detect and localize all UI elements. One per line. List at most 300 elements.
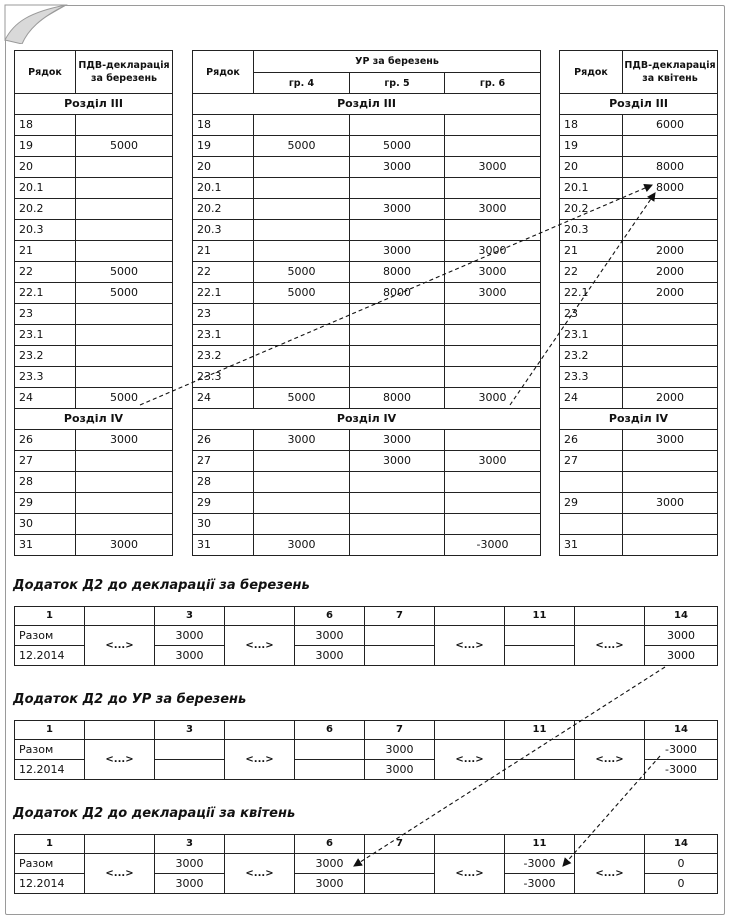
annex-col-header xyxy=(225,835,295,854)
table-row xyxy=(560,451,718,472)
annex-col-header xyxy=(435,835,505,854)
table-row xyxy=(15,241,173,262)
cell-g4 xyxy=(254,157,350,178)
row-number: 30 xyxy=(15,514,76,535)
annex-row-label: 12.2014 xyxy=(15,760,85,780)
annex-col-header xyxy=(575,835,645,854)
section-row xyxy=(560,94,718,115)
row-number: 27 xyxy=(15,451,76,472)
row-number: 20.1 xyxy=(193,178,254,199)
ellipsis-cell: <...> xyxy=(225,740,295,780)
table-row xyxy=(193,367,541,388)
row-number: 21 xyxy=(15,241,76,262)
annex-header-row xyxy=(15,835,718,854)
row-number: 24 xyxy=(193,388,254,409)
section-row xyxy=(193,94,541,115)
annex-row-label: Разом xyxy=(15,740,85,760)
cell-value xyxy=(76,220,173,241)
cell-g6: 3000 xyxy=(445,388,541,409)
table-row xyxy=(15,283,173,304)
row-number: 20.2 xyxy=(193,199,254,220)
annex-col-header: 11 xyxy=(505,721,575,740)
ur-title-header: УР за березень xyxy=(254,51,541,73)
annex-col-header xyxy=(85,721,155,740)
cell-g6 xyxy=(445,136,541,157)
cell-value xyxy=(76,472,173,493)
april-declaration-table xyxy=(559,50,718,556)
cell-value xyxy=(76,514,173,535)
annex-col-header xyxy=(225,607,295,626)
cell-value xyxy=(623,136,718,157)
annex-cell-11: -3000 xyxy=(505,854,575,874)
row-number: 19 xyxy=(193,136,254,157)
value-header: ПДВ-декларація за квітень xyxy=(623,51,718,94)
cell-value: 3000 xyxy=(76,430,173,451)
section-heading: Розділ IV xyxy=(560,409,718,430)
annex-cell-3: 3000 xyxy=(155,854,225,874)
annex-col-header xyxy=(575,607,645,626)
table-row xyxy=(560,157,718,178)
annex-cell-3: 3000 xyxy=(155,626,225,646)
cell-g4 xyxy=(254,199,350,220)
row-number: 23 xyxy=(193,304,254,325)
table-row xyxy=(560,514,718,535)
row-header: Рядок xyxy=(15,51,76,94)
cell-value xyxy=(76,199,173,220)
annex-cell-3 xyxy=(155,760,225,780)
annex-col-header xyxy=(85,835,155,854)
annex-title: Додаток Д2 до декларації за березень xyxy=(13,578,310,593)
cell-value: 2000 xyxy=(623,262,718,283)
cell-g4 xyxy=(254,493,350,514)
cell-value xyxy=(76,304,173,325)
cell-value xyxy=(623,535,718,556)
annex-cell-3 xyxy=(155,740,225,760)
row-number xyxy=(560,472,623,493)
row-number: 27 xyxy=(193,451,254,472)
annex-col-header xyxy=(435,607,505,626)
annex-cell-6: 3000 xyxy=(295,854,365,874)
cell-g4 xyxy=(254,220,350,241)
table-row xyxy=(193,430,541,451)
annex-col-header xyxy=(575,721,645,740)
cell-value xyxy=(76,241,173,262)
ellipsis-cell: <...> xyxy=(225,626,295,666)
row-number: 20.3 xyxy=(15,220,76,241)
cell-g6: 3000 xyxy=(445,199,541,220)
row-number: 29 xyxy=(193,493,254,514)
annex-row xyxy=(15,626,718,646)
row-number: 18 xyxy=(15,115,76,136)
annex-title: Додаток Д2 до декларації за квітень xyxy=(13,806,296,821)
annex-cell-7: 3000 xyxy=(365,760,435,780)
table-row xyxy=(193,241,541,262)
cell-value xyxy=(76,367,173,388)
cell-g4 xyxy=(254,472,350,493)
annex-col-header: 7 xyxy=(365,721,435,740)
annex-cell-6: 3000 xyxy=(295,626,365,646)
ellipsis-cell: <...> xyxy=(575,854,645,894)
annex-cell-7 xyxy=(365,626,435,646)
cell-g5 xyxy=(350,325,445,346)
cell-g5 xyxy=(350,472,445,493)
cell-value xyxy=(76,451,173,472)
annex-row-label: Разом xyxy=(15,854,85,874)
annex-cell-11 xyxy=(505,646,575,666)
table-row xyxy=(193,535,541,556)
table-row xyxy=(193,283,541,304)
annex-cell-7 xyxy=(365,646,435,666)
cell-value: 2000 xyxy=(623,283,718,304)
table-row xyxy=(193,514,541,535)
cell-g4: 5000 xyxy=(254,262,350,283)
table-row xyxy=(560,388,718,409)
cell-value xyxy=(623,220,718,241)
row-number: 20.2 xyxy=(560,199,623,220)
table-row xyxy=(560,367,718,388)
table-row xyxy=(15,472,173,493)
row-number: 23 xyxy=(15,304,76,325)
table-row xyxy=(193,115,541,136)
row-number: 22.1 xyxy=(560,283,623,304)
cell-g5 xyxy=(350,115,445,136)
cell-value xyxy=(623,199,718,220)
annex-cell-6: 3000 xyxy=(295,874,365,894)
cell-g6: -3000 xyxy=(445,535,541,556)
annex-col-header xyxy=(85,607,155,626)
annex-table xyxy=(14,720,718,780)
row-number: 23.3 xyxy=(15,367,76,388)
ellipsis-cell: <...> xyxy=(85,626,155,666)
table-row xyxy=(560,535,718,556)
table-row xyxy=(15,493,173,514)
cell-g4: 5000 xyxy=(254,283,350,304)
row-number: 18 xyxy=(560,115,623,136)
table-row xyxy=(193,178,541,199)
cell-g5 xyxy=(350,514,445,535)
table-row xyxy=(560,346,718,367)
annex-row xyxy=(15,740,718,760)
cell-value: 5000 xyxy=(76,262,173,283)
annex-title: Додаток Д2 до УР за березень xyxy=(13,692,247,707)
cell-value: 8000 xyxy=(623,157,718,178)
annex-col-header: 6 xyxy=(295,721,365,740)
annex-cell-14: 0 xyxy=(645,874,718,894)
cell-g4: 5000 xyxy=(254,136,350,157)
row-number: 20 xyxy=(193,157,254,178)
table-row xyxy=(560,283,718,304)
table-row xyxy=(193,325,541,346)
cell-value xyxy=(623,472,718,493)
annex-header-row xyxy=(15,607,718,626)
ellipsis-cell: <...> xyxy=(435,740,505,780)
cell-value: 2000 xyxy=(623,388,718,409)
cell-g5: 3000 xyxy=(350,199,445,220)
table-row xyxy=(15,346,173,367)
group-5-header: гр. 5 xyxy=(350,73,445,94)
row-number: 22.1 xyxy=(193,283,254,304)
annex-cell-14: -3000 xyxy=(645,760,718,780)
annex-cell-14: 3000 xyxy=(645,646,718,666)
section-heading: Розділ IV xyxy=(193,409,541,430)
annex-col-header: 6 xyxy=(295,835,365,854)
cell-g5: 8000 xyxy=(350,388,445,409)
annex-cell-11: -3000 xyxy=(505,874,575,894)
row-number: 23.1 xyxy=(560,325,623,346)
row-number: 27 xyxy=(560,451,623,472)
ellipsis-cell: <...> xyxy=(435,854,505,894)
row-number: 20.1 xyxy=(560,178,623,199)
row-number: 23 xyxy=(560,304,623,325)
annex-row xyxy=(15,854,718,874)
row-number: 26 xyxy=(560,430,623,451)
cell-value xyxy=(623,346,718,367)
cell-g6: 3000 xyxy=(445,262,541,283)
table-row xyxy=(15,178,173,199)
row-number: 23.2 xyxy=(15,346,76,367)
row-number: 23.1 xyxy=(15,325,76,346)
table-row xyxy=(560,241,718,262)
cell-g6 xyxy=(445,115,541,136)
table-row xyxy=(560,115,718,136)
row-number: 28 xyxy=(193,472,254,493)
row-number: 20.3 xyxy=(560,220,623,241)
table-row xyxy=(15,115,173,136)
table-row xyxy=(15,367,173,388)
cell-value xyxy=(76,346,173,367)
row-number: 30 xyxy=(193,514,254,535)
annex-cell-14: -3000 xyxy=(645,740,718,760)
table-row xyxy=(193,304,541,325)
row-number: 23.1 xyxy=(193,325,254,346)
row-number: 29 xyxy=(560,493,623,514)
annex-cell-6 xyxy=(295,740,365,760)
row-header: Рядок xyxy=(193,51,254,94)
cell-g6 xyxy=(445,493,541,514)
annex-col-header: 14 xyxy=(645,607,718,626)
table-row xyxy=(193,136,541,157)
row-number: 28 xyxy=(15,472,76,493)
cell-g6 xyxy=(445,304,541,325)
row-number: 20 xyxy=(560,157,623,178)
annex-cell-11 xyxy=(505,760,575,780)
cell-g5: 3000 xyxy=(350,241,445,262)
row-number: 31 xyxy=(560,535,623,556)
table-row xyxy=(560,262,718,283)
row-number: 21 xyxy=(560,241,623,262)
cell-g5 xyxy=(350,493,445,514)
table-row xyxy=(193,220,541,241)
ellipsis-cell: <...> xyxy=(85,854,155,894)
cell-g6 xyxy=(445,220,541,241)
row-number: 20.2 xyxy=(15,199,76,220)
row-number: 23.2 xyxy=(193,346,254,367)
row-number: 22 xyxy=(193,262,254,283)
annex-cell-11 xyxy=(505,740,575,760)
table-row xyxy=(193,346,541,367)
table-row xyxy=(560,493,718,514)
annex-cell-3: 3000 xyxy=(155,646,225,666)
row-number: 23.2 xyxy=(560,346,623,367)
cell-g4 xyxy=(254,115,350,136)
cell-g6: 3000 xyxy=(445,157,541,178)
table-row xyxy=(560,325,718,346)
cell-value xyxy=(623,325,718,346)
row-number: 20 xyxy=(15,157,76,178)
row-number: 20.3 xyxy=(193,220,254,241)
row-number xyxy=(560,514,623,535)
row-number: 18 xyxy=(193,115,254,136)
annex-cell-6 xyxy=(295,760,365,780)
row-number: 26 xyxy=(15,430,76,451)
annex-col-header: 1 xyxy=(15,721,85,740)
cell-value: 5000 xyxy=(76,388,173,409)
annex-col-header: 14 xyxy=(645,721,718,740)
cell-g5 xyxy=(350,178,445,199)
row-number: 22 xyxy=(560,262,623,283)
annex-col-header: 14 xyxy=(645,835,718,854)
row-header: Рядок xyxy=(560,51,623,94)
table-row xyxy=(193,388,541,409)
cell-g5 xyxy=(350,304,445,325)
table-row xyxy=(15,220,173,241)
table-row xyxy=(15,451,173,472)
cell-g6: 3000 xyxy=(445,451,541,472)
table-row xyxy=(560,430,718,451)
table-row xyxy=(193,262,541,283)
annex-col-header: 3 xyxy=(155,607,225,626)
row-number: 19 xyxy=(560,136,623,157)
cell-g4 xyxy=(254,346,350,367)
cell-g4 xyxy=(254,178,350,199)
row-number: 22.1 xyxy=(15,283,76,304)
annex-col-header: 1 xyxy=(15,835,85,854)
row-number: 24 xyxy=(15,388,76,409)
cell-value: 8000 xyxy=(623,178,718,199)
section-heading: Розділ III xyxy=(15,94,173,115)
annex-cell-11 xyxy=(505,626,575,646)
ellipsis-cell: <...> xyxy=(575,740,645,780)
cell-value xyxy=(623,304,718,325)
row-number: 31 xyxy=(15,535,76,556)
annex-row-label: 12.2014 xyxy=(15,646,85,666)
annex-cell-7: 3000 xyxy=(365,740,435,760)
row-number: 31 xyxy=(193,535,254,556)
cell-value: 3000 xyxy=(623,493,718,514)
ellipsis-cell: <...> xyxy=(85,740,155,780)
cell-g6 xyxy=(445,346,541,367)
row-number: 21 xyxy=(193,241,254,262)
cell-g4 xyxy=(254,241,350,262)
annex-cell-7 xyxy=(365,854,435,874)
annex-cell-6: 3000 xyxy=(295,646,365,666)
table-row xyxy=(193,451,541,472)
table-row xyxy=(15,199,173,220)
march-declaration-table xyxy=(14,50,173,556)
annex-col-header: 11 xyxy=(505,607,575,626)
section-heading: Розділ IV xyxy=(15,409,173,430)
annex-col-header: 6 xyxy=(295,607,365,626)
cell-g5 xyxy=(350,346,445,367)
table-row xyxy=(15,325,173,346)
annex-col-header: 7 xyxy=(365,835,435,854)
cell-g4 xyxy=(254,451,350,472)
cell-g6 xyxy=(445,367,541,388)
annex-row-label: 12.2014 xyxy=(15,874,85,894)
cell-value: 3000 xyxy=(76,535,173,556)
table-row xyxy=(15,388,173,409)
table-row xyxy=(15,535,173,556)
table-row xyxy=(193,199,541,220)
group-6-header: гр. 6 xyxy=(445,73,541,94)
annex-cell-3: 3000 xyxy=(155,874,225,894)
annex-cell-14: 3000 xyxy=(645,626,718,646)
table-row xyxy=(193,493,541,514)
cell-g5: 3000 xyxy=(350,157,445,178)
table-row xyxy=(193,157,541,178)
row-number: 22 xyxy=(15,262,76,283)
cell-value xyxy=(76,157,173,178)
annex-col-header xyxy=(225,721,295,740)
cell-g6 xyxy=(445,325,541,346)
row-number: 29 xyxy=(15,493,76,514)
table-row xyxy=(15,304,173,325)
cell-g5: 3000 xyxy=(350,430,445,451)
annex-col-header: 3 xyxy=(155,721,225,740)
cell-value xyxy=(76,178,173,199)
cell-value xyxy=(76,115,173,136)
annex-col-header: 3 xyxy=(155,835,225,854)
cell-g4: 3000 xyxy=(254,430,350,451)
ellipsis-cell: <...> xyxy=(435,626,505,666)
cell-value xyxy=(623,514,718,535)
annex-header-row xyxy=(15,721,718,740)
cell-value xyxy=(76,325,173,346)
annex-col-header: 1 xyxy=(15,607,85,626)
cell-value: 5000 xyxy=(76,283,173,304)
table-row xyxy=(560,220,718,241)
cell-value: 5000 xyxy=(76,136,173,157)
cell-g4: 3000 xyxy=(254,535,350,556)
table-row xyxy=(560,199,718,220)
cell-g6 xyxy=(445,178,541,199)
annex-cell-14: 0 xyxy=(645,854,718,874)
page-curl-icon xyxy=(0,0,70,44)
table-row xyxy=(15,157,173,178)
table-row xyxy=(560,178,718,199)
section-heading: Розділ III xyxy=(560,94,718,115)
table-row xyxy=(15,262,173,283)
cell-g5: 8000 xyxy=(350,283,445,304)
table-row xyxy=(15,136,173,157)
annex-col-header: 7 xyxy=(365,607,435,626)
cell-g5 xyxy=(350,367,445,388)
cell-value xyxy=(623,451,718,472)
annex-cell-7 xyxy=(365,874,435,894)
annex-table xyxy=(14,834,718,894)
row-number: 24 xyxy=(560,388,623,409)
cell-value: 2000 xyxy=(623,241,718,262)
row-number: 26 xyxy=(193,430,254,451)
cell-g5 xyxy=(350,220,445,241)
ellipsis-cell: <...> xyxy=(575,626,645,666)
cell-g4 xyxy=(254,514,350,535)
table-row xyxy=(15,430,173,451)
cell-g6: 3000 xyxy=(445,283,541,304)
annex-row-label: Разом xyxy=(15,626,85,646)
cell-g4: 5000 xyxy=(254,388,350,409)
cell-g4 xyxy=(254,367,350,388)
